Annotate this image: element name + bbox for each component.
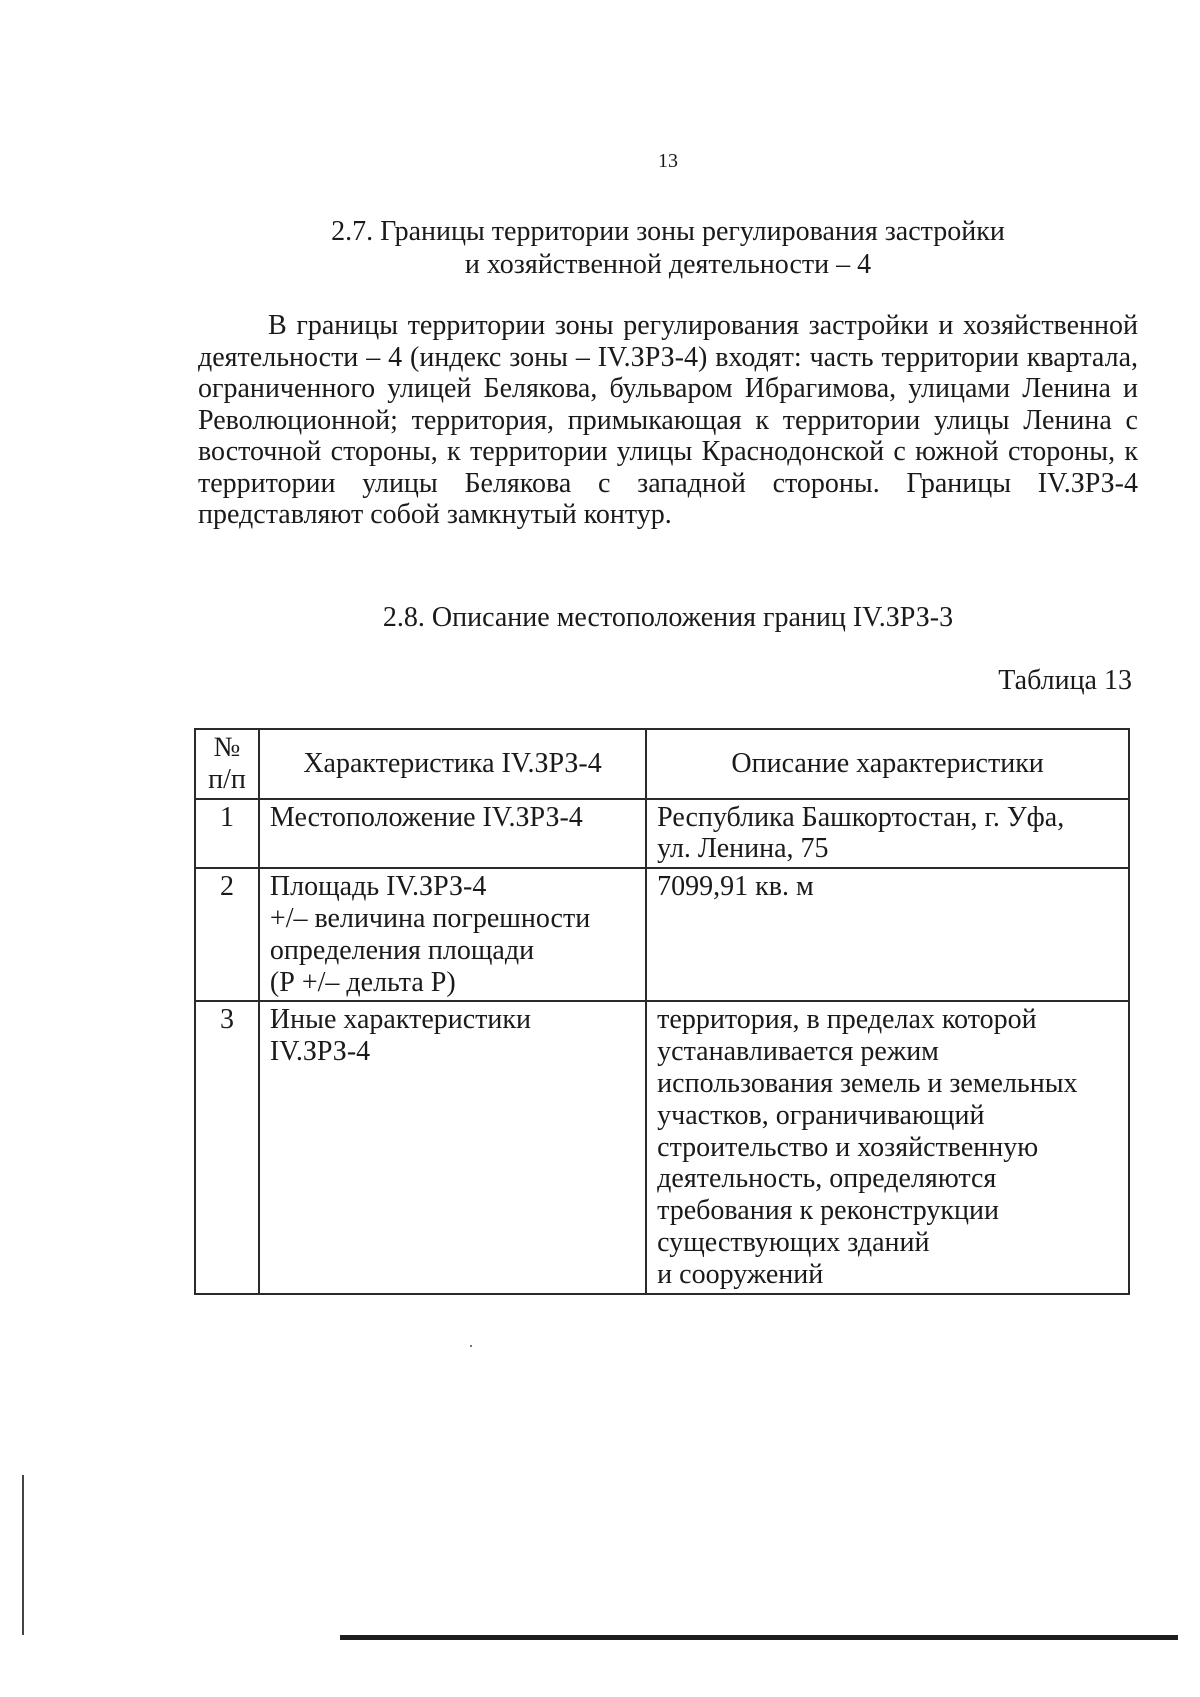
page-number: 13 (658, 150, 678, 172)
row-number: 3 (195, 1001, 259, 1293)
zone-boundaries-paragraph: В границы территории зоны регулирования застройки и хозяйственной деятельности – 4 (индекс зоны – IV.ЗРЗ-4) входят: часть территории квартала, ограниченного улицей Белякова, бульваром Ибрагимова, улицами Ленина и Революционной; территория, примыкающая к территории улицы Ленина с восточной стороны, к территории улицы Краснодонской с южной стороны, к территории улицы Белякова с западной стороны. Границы IV.ЗРЗ-4 представляют собой замкнутый контур. (198, 310, 1138, 530)
row-characteristic: Иные характеристики IV.ЗРЗ-4 (259, 1001, 646, 1293)
scan-margin-line (22, 1475, 24, 1635)
bottom-rule (340, 1635, 1178, 1640)
table-header-row (195, 729, 1129, 799)
characteristics-table (194, 728, 1130, 1295)
header-number: № п/п (195, 729, 259, 799)
table-caption: Таблица 13 (998, 665, 1132, 696)
header-description: Описание характеристики (646, 729, 1129, 799)
table-row (195, 799, 1129, 869)
scan-speck (470, 1345, 472, 1347)
row-description: 7099,91 кв. м (646, 868, 1129, 1001)
row-description: территория, в пределах которой устанавливается режим использования земель и земельных участков, ограничивающий строительство и хозяйственную деятельность, определяются требования к реконструкции существующих зданий и сооружений (646, 1001, 1129, 1293)
row-number: 2 (195, 868, 259, 1001)
row-number: 1 (195, 799, 259, 869)
row-characteristic: Площадь IV.ЗРЗ-4 +/– величина погрешности определения площади (Р +/– дельта Р) (259, 868, 646, 1001)
row-characteristic: Местоположение IV.ЗРЗ-4 (259, 799, 646, 869)
header-characteristic: Характеристика IV.ЗРЗ-4 (259, 729, 646, 799)
section-heading-2-7 (0, 215, 1200, 281)
table-row (195, 868, 1129, 1001)
heading-line-2: и хозяйственной деятельности – 4 (464, 249, 872, 280)
section-heading-2-8: 2.8. Описание местоположения границ IV.ЗРЗ-3 (382, 602, 954, 633)
table-row (195, 1001, 1129, 1293)
heading-line-1: 2.7. Границы территории зоны регулирования застройки (331, 216, 1005, 247)
row-description: Республика Башкортостан, г. Уфа, ул. Ленина, 75 (646, 799, 1129, 869)
